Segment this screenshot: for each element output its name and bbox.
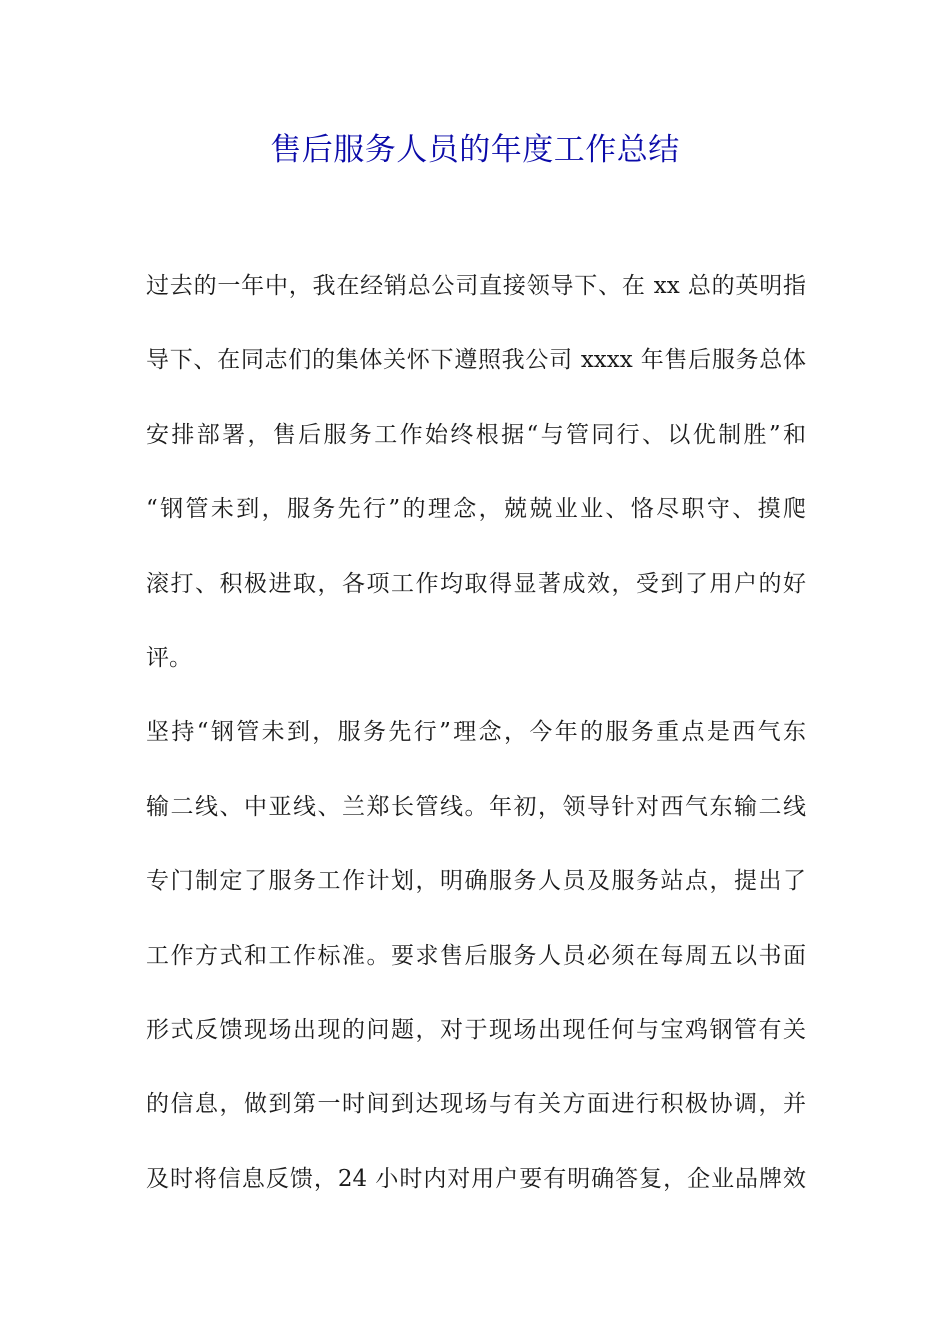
text-line: 形式反馈现场出现的问题，对于现场出现任何与宝鸡钢管有关 (146, 1016, 806, 1043)
document-body (146, 267, 806, 1234)
text-line: 输二线、中亚线、兰郑长管线。年初，领导针对西气东输二线 (146, 793, 806, 820)
text-line: 的信息，做到第一时间到达现场与有关方面进行积极协调，并 (146, 1091, 806, 1118)
text-line: 及时将信息反馈，24 小时内对用户要有明确答复，企业品牌效 (146, 1165, 806, 1192)
text-line: 导下、在同志们的集体关怀下遵照我公司 xxxx 年售后服务总体 (146, 347, 806, 374)
text-line: 工作方式和工作标准。要求售后服务人员必须在每周五以书面 (146, 942, 806, 969)
text-line: 坚持“钢管未到，服务先行”理念，今年的服务重点是西气东 (146, 719, 806, 746)
text-line: 过去的一年中，我在经销总公司直接领导下、在 xx 总的英明指 (146, 273, 806, 299)
text-line: “钢管未到，服务先行”的理念，兢兢业业、恪尽职守、摸爬 (146, 496, 806, 523)
page-title: 售后服务人员的年度工作总结 (270, 132, 680, 168)
text-line: 安排部署，售后服务工作始终根据“与管同行、以优制胜”和 (146, 421, 806, 448)
text-line: 评。 (146, 644, 192, 671)
text-line: 滚打、积极进取，各项工作均取得显著成效，受到了用户的好 (146, 570, 806, 597)
text-line: 专门制定了服务工作计划，明确服务人员及服务站点，提出了 (146, 868, 806, 895)
